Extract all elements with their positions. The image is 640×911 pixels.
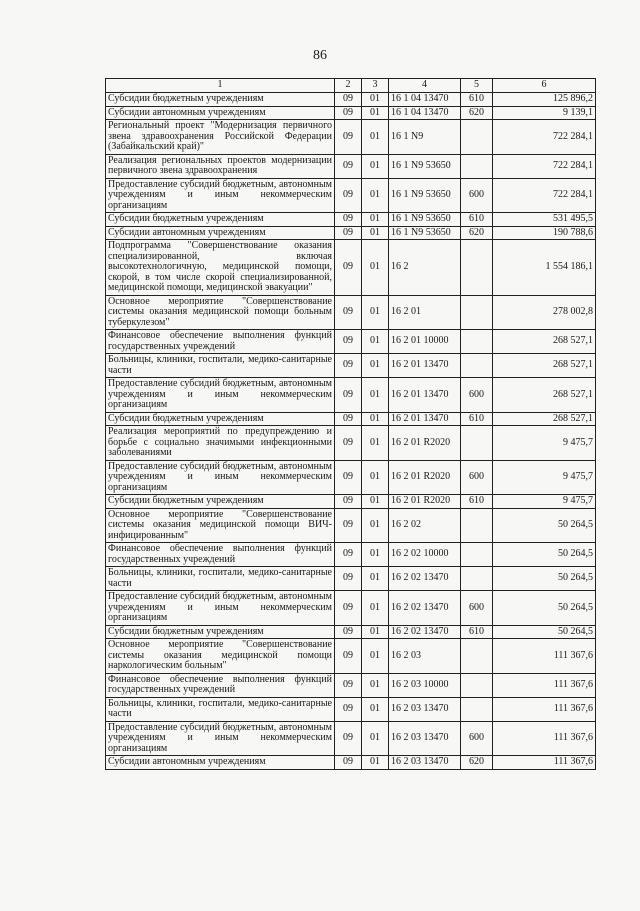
target-article-cell: 16 2 01 10000 xyxy=(389,330,461,354)
table-row xyxy=(106,673,596,697)
amount-cell: 268 527,1 xyxy=(493,412,596,426)
amount-cell: 268 527,1 xyxy=(493,330,596,354)
amount-cell: 50 264,5 xyxy=(493,591,596,626)
section-code-cell: 09 xyxy=(335,154,362,178)
amount-cell: 125 896,2 xyxy=(493,93,596,107)
row-name-cell: Субсидии бюджетным учреждениям xyxy=(106,93,335,107)
expense-type-cell xyxy=(461,330,493,354)
subsection-code-cell: 01 xyxy=(362,213,389,227)
row-name-cell: Субсидии бюджетным учреждениям xyxy=(106,412,335,426)
subsection-code-cell: 01 xyxy=(362,721,389,756)
row-name-cell: Основное мероприятие "Совершенствование системы оказания медицинской помощи ВИЧ-инфицированным" xyxy=(106,508,335,543)
amount-cell: 190 788,6 xyxy=(493,226,596,240)
amount-cell: 50 264,5 xyxy=(493,508,596,543)
row-name-cell: Субсидии бюджетным учреждениям xyxy=(106,213,335,227)
table-row xyxy=(106,721,596,756)
table-row xyxy=(106,240,596,296)
amount-cell: 111 367,6 xyxy=(493,673,596,697)
subsection-code-cell: 01 xyxy=(362,106,389,120)
row-name-cell: Субсидии автономным учреждениям xyxy=(106,756,335,770)
section-code-cell: 09 xyxy=(335,625,362,639)
subsection-code-cell: 01 xyxy=(362,567,389,591)
target-article-cell: 16 2 01 R2020 xyxy=(389,495,461,509)
subsection-code-cell: 01 xyxy=(362,412,389,426)
target-article-cell: 16 2 01 xyxy=(389,295,461,330)
target-article-cell: 16 2 03 13470 xyxy=(389,721,461,756)
expense-type-cell: 610 xyxy=(461,412,493,426)
section-code-cell: 09 xyxy=(335,106,362,120)
table-row xyxy=(106,226,596,240)
target-article-cell: 16 1 N9 53650 xyxy=(389,154,461,178)
section-code-cell: 09 xyxy=(335,226,362,240)
row-name-cell: Финансовое обеспечение выполнения функций государственных учреждений xyxy=(106,673,335,697)
target-article-cell: 16 1 04 13470 xyxy=(389,93,461,107)
subsection-code-cell: 01 xyxy=(362,543,389,567)
header-cell: 2 xyxy=(335,79,362,93)
row-name-cell: Региональный проект "Модернизация первичного звена здравоохранения Российской Федерации (Забайкальский край)" xyxy=(106,120,335,155)
subsection-code-cell: 01 xyxy=(362,756,389,770)
row-name-cell: Реализация мероприятий по предупреждению и борьбе с социально значимыми инфекционными заболеваниями xyxy=(106,426,335,461)
table-row xyxy=(106,591,596,626)
amount-cell: 50 264,5 xyxy=(493,625,596,639)
section-code-cell: 09 xyxy=(335,495,362,509)
table-row xyxy=(106,295,596,330)
row-name-cell: Основное мероприятие "Совершенствование системы оказания медицинской помощи наркологическим больным" xyxy=(106,639,335,674)
expense-type-cell: 620 xyxy=(461,756,493,770)
table-row xyxy=(106,330,596,354)
section-code-cell: 09 xyxy=(335,591,362,626)
subsection-code-cell: 01 xyxy=(362,354,389,378)
page-number: 86 xyxy=(313,48,327,63)
table-row xyxy=(106,178,596,213)
section-code-cell: 09 xyxy=(335,240,362,296)
row-name-cell: Предоставление субсидий бюджетным, автономным учреждениям и иным некоммерческим организациям xyxy=(106,378,335,413)
section-code-cell: 09 xyxy=(335,354,362,378)
section-code-cell: 09 xyxy=(335,93,362,107)
target-article-cell: 16 2 01 13470 xyxy=(389,412,461,426)
table-row xyxy=(106,354,596,378)
expense-type-cell: 600 xyxy=(461,591,493,626)
row-name-cell: Подпрограмма "Совершенствование оказания специализированной, включая высокотехнологичную, медицинской помощи, скорой, в том числе скорой специализированной, медицинской помощи, медицинской эвакуации" xyxy=(106,240,335,296)
section-code-cell: 09 xyxy=(335,567,362,591)
row-name-cell: Субсидии бюджетным учреждениям xyxy=(106,625,335,639)
target-article-cell: 16 1 04 13470 xyxy=(389,106,461,120)
target-article-cell: 16 1 N9 53650 xyxy=(389,213,461,227)
section-code-cell: 09 xyxy=(335,673,362,697)
header-row xyxy=(106,79,596,93)
header-cell: 4 xyxy=(389,79,461,93)
section-code-cell: 09 xyxy=(335,639,362,674)
table-row xyxy=(106,154,596,178)
row-name-cell: Субсидии автономным учреждениям xyxy=(106,106,335,120)
header-cell: 5 xyxy=(461,79,493,93)
section-code-cell: 09 xyxy=(335,295,362,330)
expense-type-cell xyxy=(461,240,493,296)
amount-cell: 50 264,5 xyxy=(493,567,596,591)
target-article-cell: 16 2 01 R2020 xyxy=(389,426,461,461)
target-article-cell: 16 2 03 xyxy=(389,639,461,674)
amount-cell: 111 367,6 xyxy=(493,721,596,756)
expense-type-cell xyxy=(461,295,493,330)
section-code-cell: 09 xyxy=(335,178,362,213)
subsection-code-cell: 01 xyxy=(362,639,389,674)
subsection-code-cell: 01 xyxy=(362,591,389,626)
table-row xyxy=(106,93,596,107)
expense-type-cell: 600 xyxy=(461,721,493,756)
target-article-cell: 16 2 03 13470 xyxy=(389,697,461,721)
amount-cell: 268 527,1 xyxy=(493,354,596,378)
header-cell: 1 xyxy=(106,79,335,93)
amount-cell: 1 554 186,1 xyxy=(493,240,596,296)
expense-type-cell xyxy=(461,508,493,543)
subsection-code-cell: 01 xyxy=(362,330,389,354)
table-row xyxy=(106,567,596,591)
row-name-cell: Предоставление субсидий бюджетным, автономным учреждениям и иным некоммерческим организациям xyxy=(106,460,335,495)
amount-cell: 111 367,6 xyxy=(493,756,596,770)
expense-type-cell xyxy=(461,673,493,697)
row-name-cell: Больницы, клиники, госпитали, медико-санитарные части xyxy=(106,567,335,591)
table-row xyxy=(106,697,596,721)
table-row xyxy=(106,412,596,426)
section-code-cell: 09 xyxy=(335,120,362,155)
amount-cell: 9 475,7 xyxy=(493,460,596,495)
amount-cell: 268 527,1 xyxy=(493,378,596,413)
expense-type-cell: 610 xyxy=(461,495,493,509)
section-code-cell: 09 xyxy=(335,412,362,426)
subsection-code-cell: 01 xyxy=(362,295,389,330)
subsection-code-cell: 01 xyxy=(362,426,389,461)
table-row xyxy=(106,460,596,495)
section-code-cell: 09 xyxy=(335,697,362,721)
expense-type-cell xyxy=(461,154,493,178)
amount-cell: 9 475,7 xyxy=(493,426,596,461)
table-row xyxy=(106,639,596,674)
table-row xyxy=(106,508,596,543)
expense-type-cell xyxy=(461,697,493,721)
row-name-cell: Больницы, клиники, госпитали, медико-санитарные части xyxy=(106,354,335,378)
expense-type-cell: 610 xyxy=(461,213,493,227)
amount-cell: 722 284,1 xyxy=(493,120,596,155)
table-row xyxy=(106,543,596,567)
expense-type-cell xyxy=(461,354,493,378)
section-code-cell: 09 xyxy=(335,508,362,543)
table-row xyxy=(106,378,596,413)
subsection-code-cell: 01 xyxy=(362,673,389,697)
subsection-code-cell: 01 xyxy=(362,460,389,495)
section-code-cell: 09 xyxy=(335,330,362,354)
target-article-cell: 16 2 xyxy=(389,240,461,296)
section-code-cell: 09 xyxy=(335,378,362,413)
amount-cell: 111 367,6 xyxy=(493,639,596,674)
amount-cell: 531 495,5 xyxy=(493,213,596,227)
row-name-cell: Предоставление субсидий бюджетным, автономным учреждениям и иным некоммерческим организациям xyxy=(106,721,335,756)
row-name-cell: Реализация региональных проектов модернизации первичного звена здравоохранения xyxy=(106,154,335,178)
budget-table xyxy=(105,78,596,770)
section-code-cell: 09 xyxy=(335,213,362,227)
expense-type-cell xyxy=(461,120,493,155)
target-article-cell: 16 2 02 13470 xyxy=(389,567,461,591)
table-row xyxy=(106,625,596,639)
header-cell: 6 xyxy=(493,79,596,93)
expense-type-cell: 600 xyxy=(461,178,493,213)
subsection-code-cell: 01 xyxy=(362,508,389,543)
table-row xyxy=(106,756,596,770)
row-name-cell: Финансовое обеспечение выполнения функций государственных учреждений xyxy=(106,330,335,354)
subsection-code-cell: 01 xyxy=(362,93,389,107)
target-article-cell: 16 2 02 13470 xyxy=(389,625,461,639)
target-article-cell: 16 2 01 R2020 xyxy=(389,460,461,495)
section-code-cell: 09 xyxy=(335,460,362,495)
target-article-cell: 16 1 N9 53650 xyxy=(389,226,461,240)
target-article-cell: 16 2 02 10000 xyxy=(389,543,461,567)
expense-type-cell xyxy=(461,543,493,567)
section-code-cell: 09 xyxy=(335,721,362,756)
subsection-code-cell: 01 xyxy=(362,697,389,721)
target-article-cell: 16 1 N9 xyxy=(389,120,461,155)
amount-cell: 278 002,8 xyxy=(493,295,596,330)
table-row xyxy=(106,495,596,509)
header-cell: 3 xyxy=(362,79,389,93)
target-article-cell: 16 2 01 13470 xyxy=(389,378,461,413)
target-article-cell: 16 2 01 13470 xyxy=(389,354,461,378)
expense-type-cell xyxy=(461,426,493,461)
target-article-cell: 16 2 03 13470 xyxy=(389,756,461,770)
subsection-code-cell: 01 xyxy=(362,240,389,296)
target-article-cell: 16 2 03 10000 xyxy=(389,673,461,697)
table-row xyxy=(106,106,596,120)
expense-type-cell xyxy=(461,567,493,591)
subsection-code-cell: 01 xyxy=(362,625,389,639)
target-article-cell: 16 2 02 xyxy=(389,508,461,543)
amount-cell: 50 264,5 xyxy=(493,543,596,567)
row-name-cell: Финансовое обеспечение выполнения функций государственных учреждений xyxy=(106,543,335,567)
subsection-code-cell: 01 xyxy=(362,495,389,509)
expense-type-cell: 600 xyxy=(461,460,493,495)
expense-type-cell: 620 xyxy=(461,226,493,240)
section-code-cell: 09 xyxy=(335,756,362,770)
target-article-cell: 16 1 N9 53650 xyxy=(389,178,461,213)
row-name-cell: Субсидии автономным учреждениям xyxy=(106,226,335,240)
amount-cell: 111 367,6 xyxy=(493,697,596,721)
section-code-cell: 09 xyxy=(335,543,362,567)
subsection-code-cell: 01 xyxy=(362,226,389,240)
expense-type-cell: 600 xyxy=(461,378,493,413)
subsection-code-cell: 01 xyxy=(362,178,389,213)
table-row xyxy=(106,120,596,155)
amount-cell: 722 284,1 xyxy=(493,154,596,178)
section-code-cell: 09 xyxy=(335,426,362,461)
amount-cell: 722 284,1 xyxy=(493,178,596,213)
target-article-cell: 16 2 02 13470 xyxy=(389,591,461,626)
expense-type-cell: 610 xyxy=(461,625,493,639)
table-row xyxy=(106,213,596,227)
amount-cell: 9 475,7 xyxy=(493,495,596,509)
expense-type-cell xyxy=(461,639,493,674)
row-name-cell: Больницы, клиники, госпитали, медико-санитарные части xyxy=(106,697,335,721)
expense-type-cell: 610 xyxy=(461,93,493,107)
subsection-code-cell: 01 xyxy=(362,120,389,155)
row-name-cell: Предоставление субсидий бюджетным, автономным учреждениям и иным некоммерческим организациям xyxy=(106,591,335,626)
row-name-cell: Основное мероприятие "Совершенствование системы оказания медицинской помощи больным туберкулезом" xyxy=(106,295,335,330)
row-name-cell: Субсидии бюджетным учреждениям xyxy=(106,495,335,509)
subsection-code-cell: 01 xyxy=(362,154,389,178)
row-name-cell: Предоставление субсидий бюджетным, автономным учреждениям и иным некоммерческим организациям xyxy=(106,178,335,213)
amount-cell: 9 139,1 xyxy=(493,106,596,120)
expense-type-cell: 620 xyxy=(461,106,493,120)
subsection-code-cell: 01 xyxy=(362,378,389,413)
table-row xyxy=(106,426,596,461)
